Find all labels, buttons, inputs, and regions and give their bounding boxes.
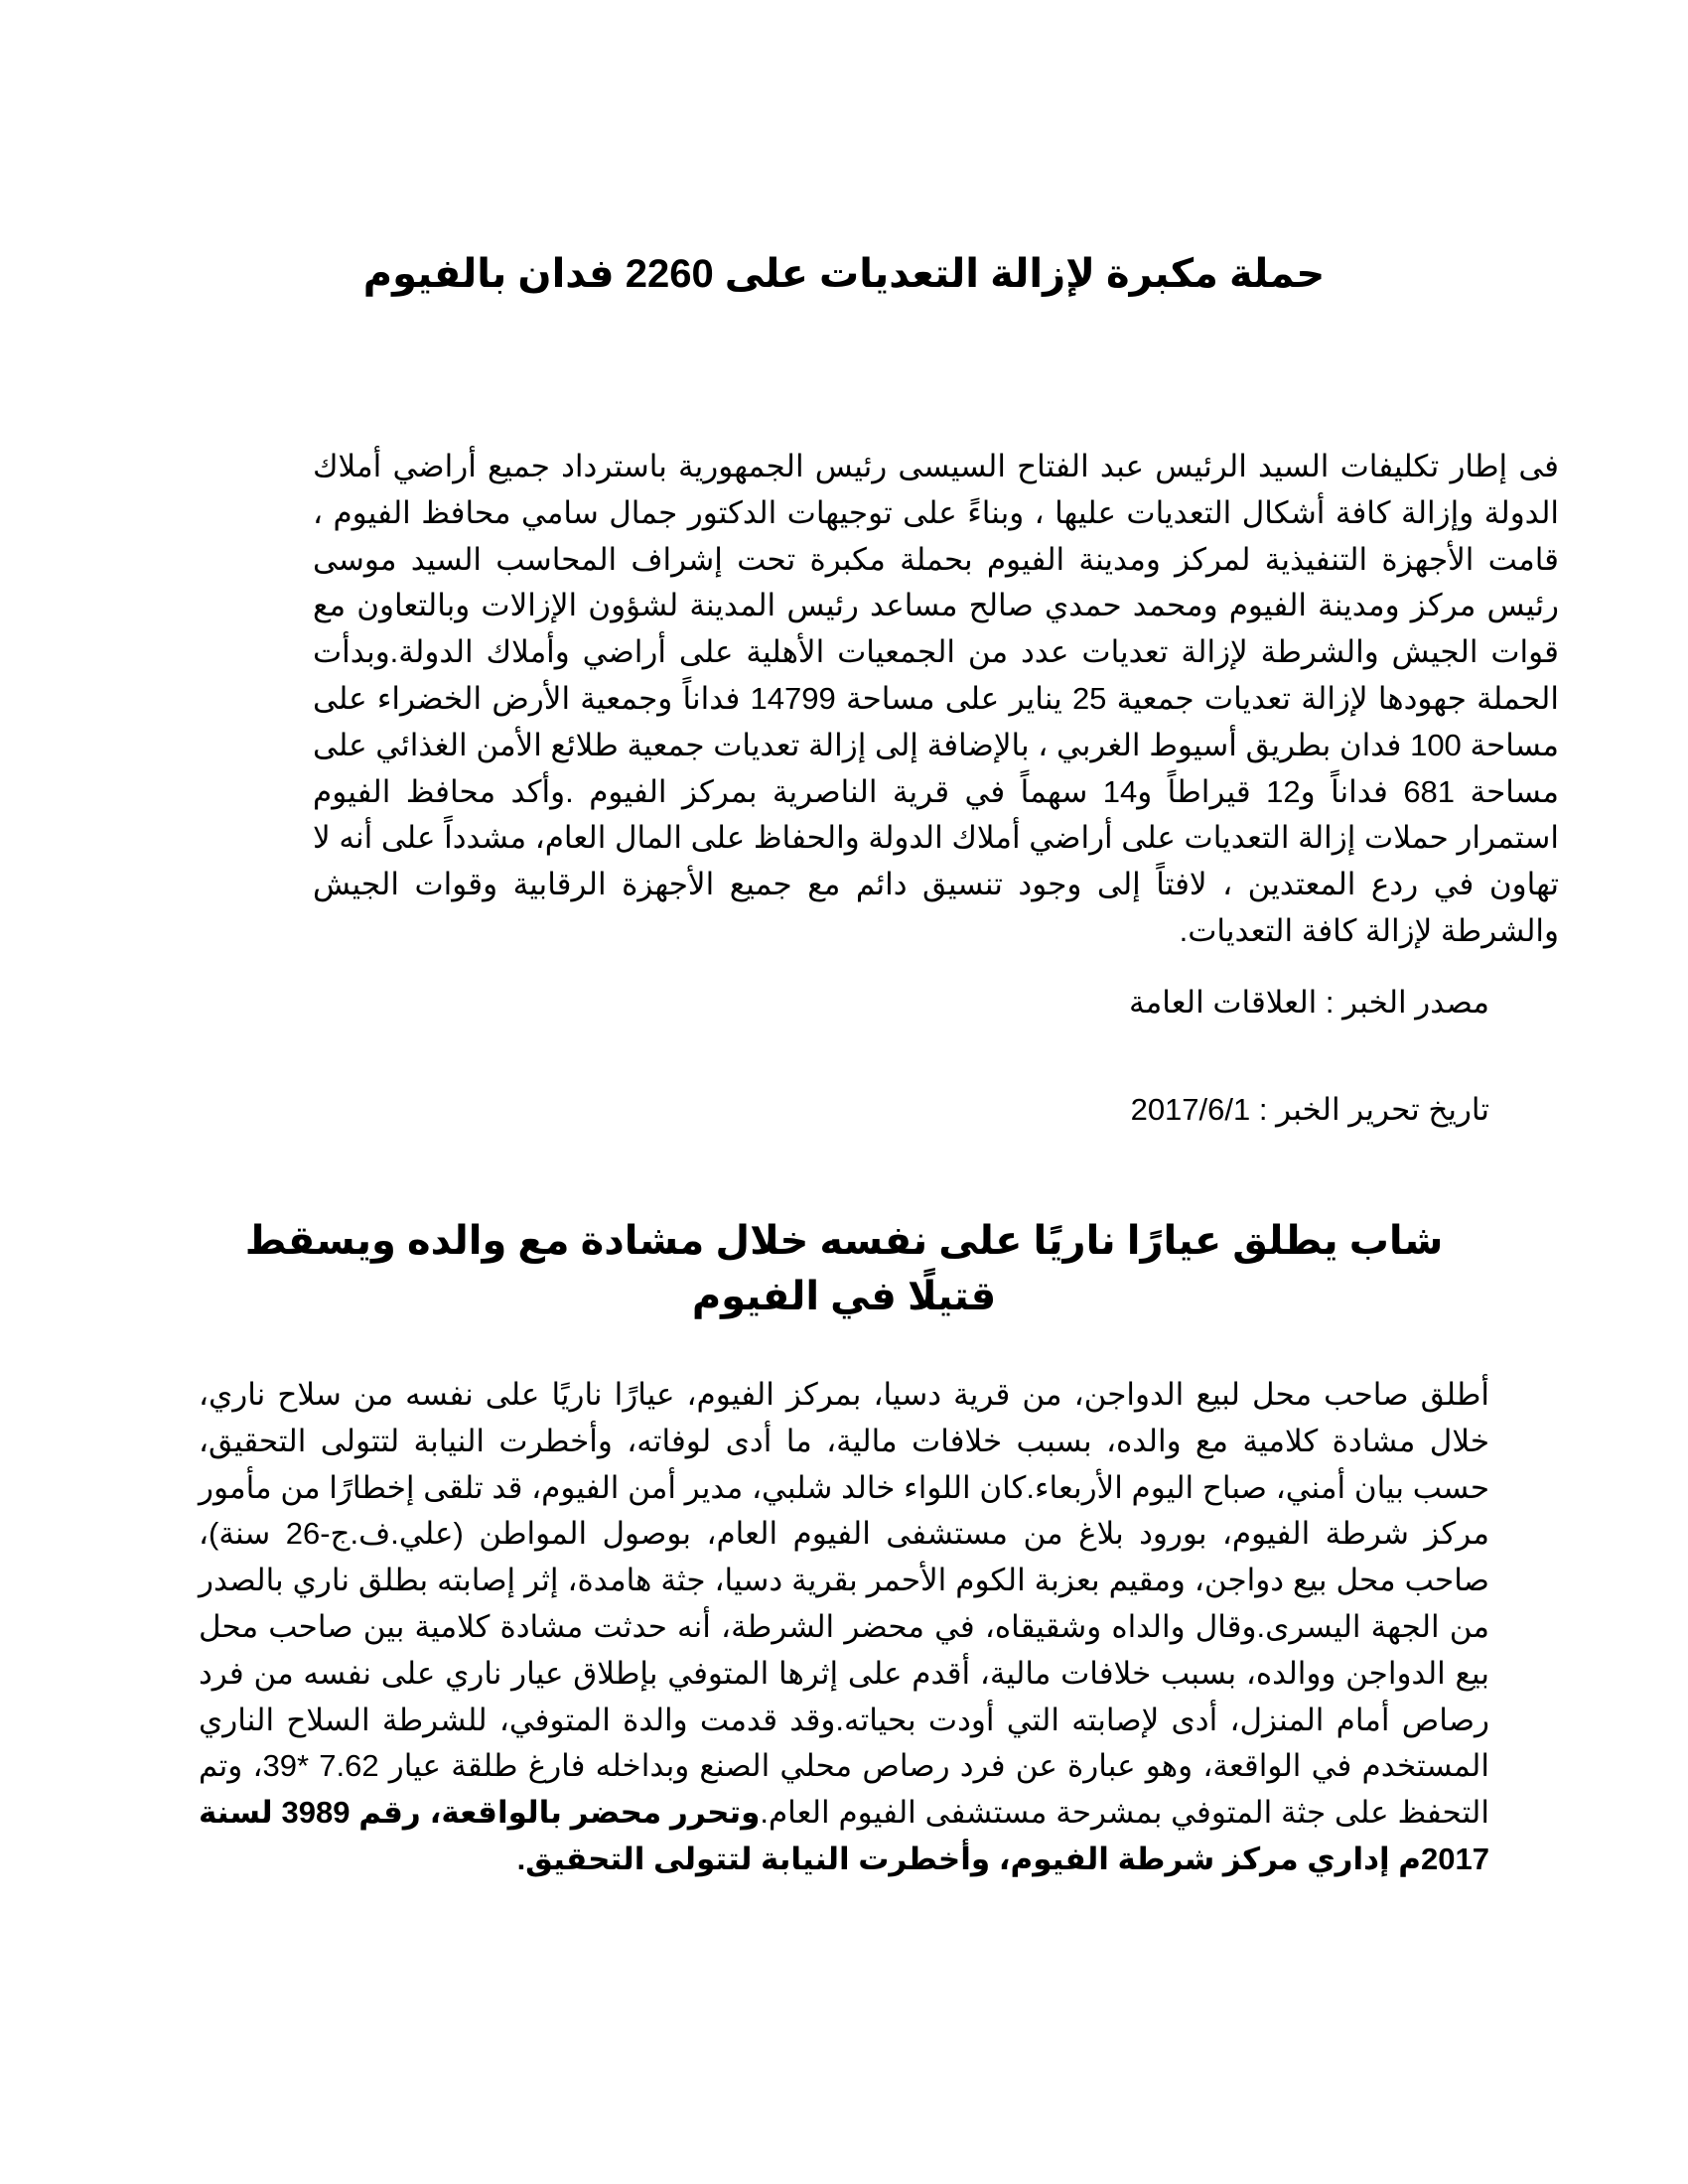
article-1-title: حملة مكبرة لإزالة التعديات على 2260 فدان بالفيوم: [362, 252, 1326, 296]
article-2-title: شاب يطلق عيارًا ناريًا على نفسه خلال مشادة مع والده ويسقط قتيلًا في الفيوم: [244, 1219, 1444, 1318]
article-2-body-bold: وتحرر محضر بالواقعة، رقم 3989 لسنة 2017م إداري مركز شرطة الفيوم، وأخطرت النيابة لتتولى التحقيق.: [199, 1795, 1489, 1876]
article-2-body: [199, 1372, 1489, 1883]
article-1-date: تاريخ تحرير الخبر : 2017/6/1: [1130, 1092, 1489, 1127]
article-2-body-text: أطلق صاحب محل لبيع الدواجن، من قرية دسيا، بمركز الفيوم، عيارًا ناريًا على نفسه من سلاح ناري، خلال مشادة كلامية مع والده، بسبب خلافات مالية، ما أدى لوفاته، وأخطرت النيابة لتتولى التحقيق، حسب بيان أمني، صباح اليوم الأربعاء.كان اللواء خالد شلبي، مدير أمن الفيوم، قد تلقى إخطارًا من مأمور مركز شرطة الفيوم، بورود بلاغ من مستشفى الفيوم العام، بوصول المواطن (علي.ف.ج-26 سنة)، صاحب محل بيع دواجن، ومقيم بعزبة الكوم الأحمر بقرية دسيا، جثة هامدة، إثر إصابته بطلق ناري بالصدر من الجهة اليسرى.وقال والداه وشقيقاه، في محضر الشرطة، أنه حدثت مشادة كلامية بين صاحب محل بيع الدواجن ووالده، بسبب خلافات مالية، أقدم على إثرها المتوفي بإطلاق عيار ناري على نفسه من فرد رصاص أمام المنزل، أدى لإصابته التي أودت بحياته.وقد قدمت والدة المتوفي، للشرطة السلاح الناري المستخدم في الواقعة، وهو عبارة عن فرد رصاص محلي الصنع وبداخله فارغ طلقة عيار 7.62 *39، وتم التحفظ على جثة المتوفي بمشرحة مستشفى الفيوم العام.: [199, 1377, 1490, 1831]
article-1-source: مصدر الخبر : العلاقات العامة: [1129, 985, 1489, 1020]
article-1-body: فى إطار تكليفات السيد الرئيس عبد الفتاح السيسى رئيس الجمهورية باسترداد جميع أراضي أملاك الدولة وإزالة كافة أشكال التعديات عليها ، وبناءً على توجيهات الدكتور جمال سامي محافظ الفيوم ، قامت الأجهزة التنفيذية لمركز ومدينة الفيوم بحملة مكبرة تحت إشراف المحاسب السيد موسى رئيس مركز ومدينة الفيوم ومحمد حمدي صالح مساعد رئيس المدينة لشؤون الإزالات وبالتعاون مع قوات الجيش والشرطة لإزالة تعديات عدد من الجمعيات الأهلية على أراضي وأملاك الدولة.وبدأت الحملة جهودها لإزالة تعديات جمعية 25 يناير على مساحة 14799 فداناً وجمعية الأرض الخضراء على مساحة 100 فدان بطريق أسيوط الغربي ، بالإضافة إلى إزالة تعديات جمعية طلائع الأمن الغذائي على مساحة 681 فداناً و12 قيراطاً و14 سهماً في قرية الناصرية بمركز الفيوم .وأكد محافظ الفيوم استمرار حملات إزالة التعديات على أراضي أملاك الدولة والحفاظ على المال العام، مشدداً على أنه لا تهاون في ردع المعتدين ، لافتاً إلى وجود تنسيق دائم مع جميع الأجهزة الرقابية وقوات الجيش والشرطة لإزالة كافة التعديات.: [313, 449, 1559, 948]
